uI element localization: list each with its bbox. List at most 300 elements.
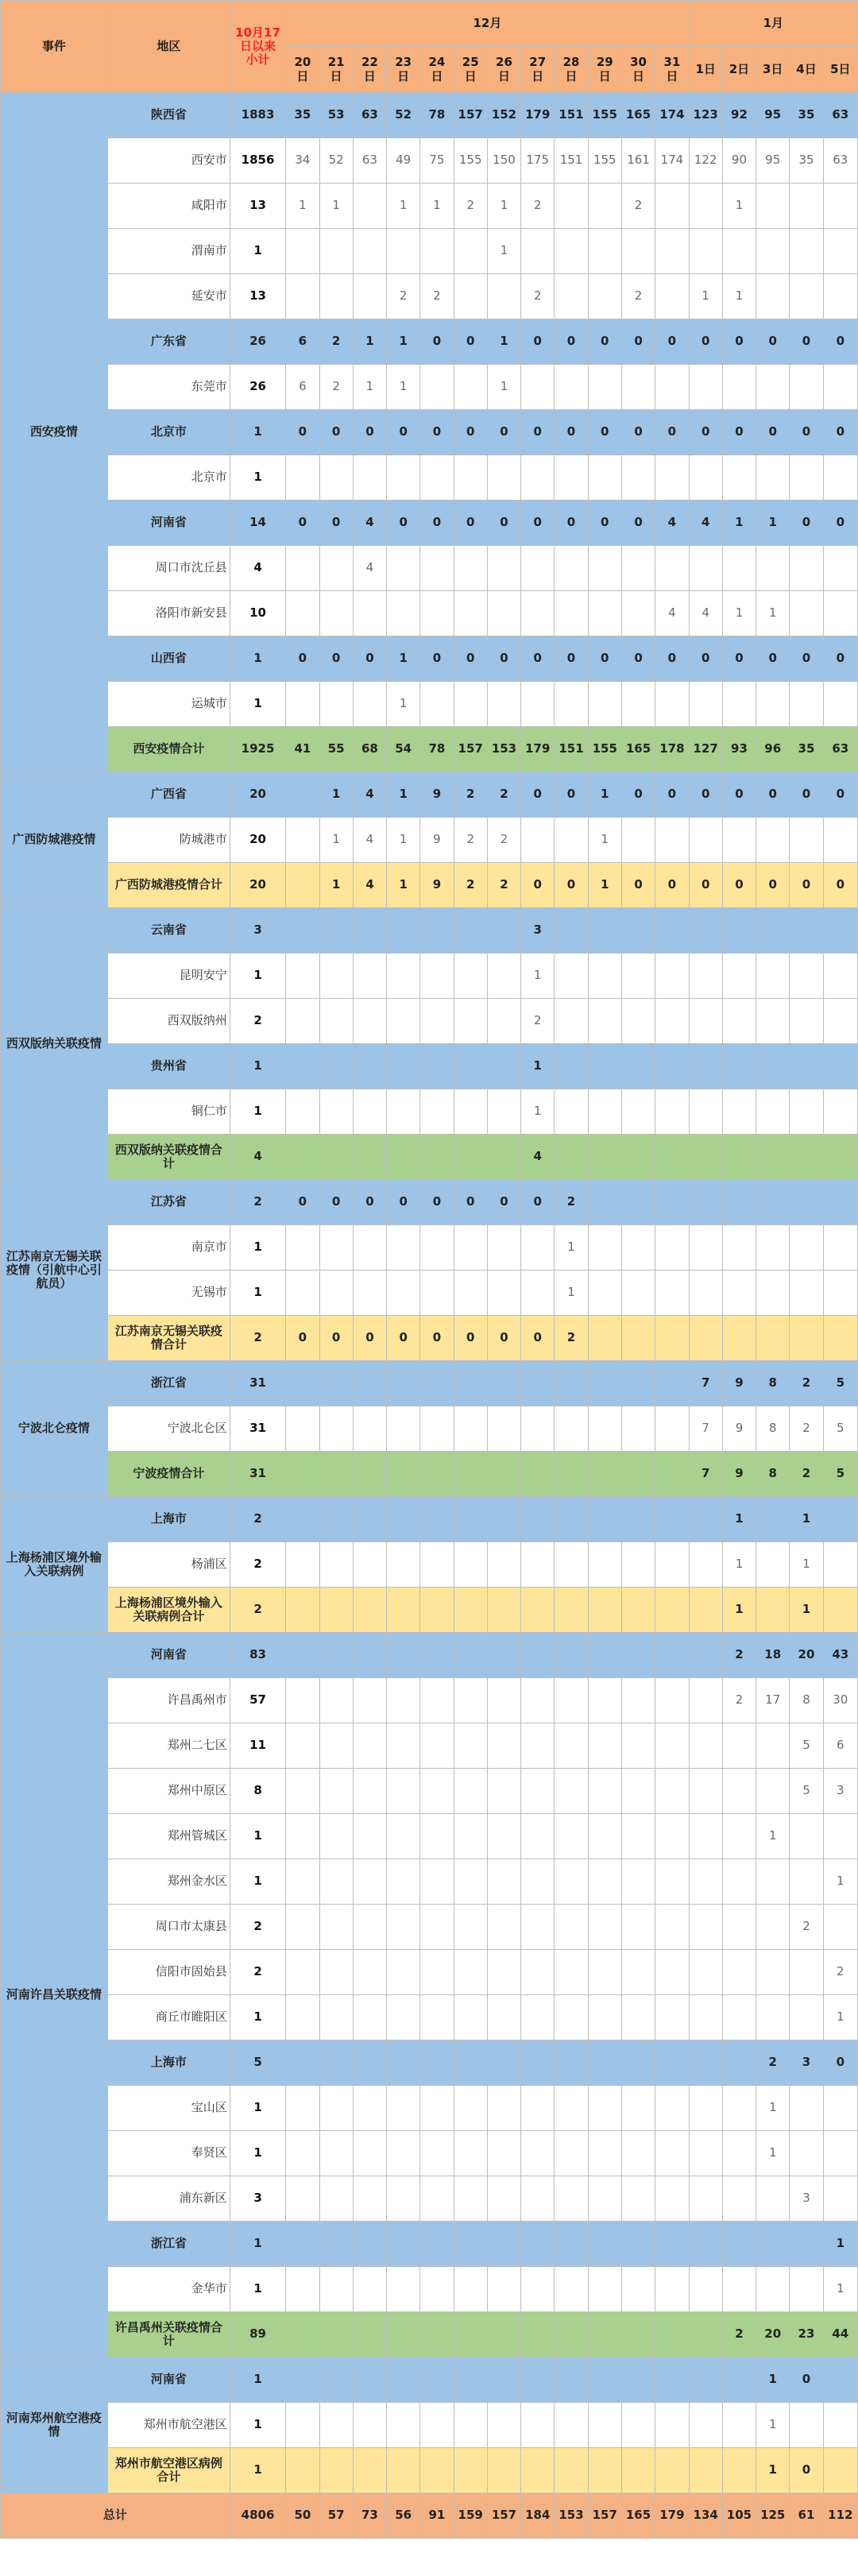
daily-value: 0 [454, 1180, 487, 1225]
daily-value [286, 2448, 319, 2493]
daily-value [319, 274, 353, 319]
daily-value [487, 1406, 520, 1452]
daily-value [823, 2357, 857, 2403]
province-row [1, 1180, 858, 1225]
daily-value [756, 1044, 790, 1089]
daily-value [286, 908, 319, 953]
daily-value [319, 1135, 353, 1180]
daily-value [387, 455, 420, 501]
daily-value [521, 2448, 555, 2493]
daily-value [790, 2222, 823, 2267]
daily-value [823, 2131, 857, 2176]
daily-value [555, 1406, 588, 1452]
region-name: 河南省 [107, 501, 230, 546]
daily-value: 0 [655, 772, 689, 818]
daily-value [353, 2040, 386, 2086]
daily-value [621, 1316, 655, 1361]
daily-value: 4 [689, 501, 722, 546]
daily-value: 0 [319, 1316, 353, 1361]
daily-value: 174 [655, 138, 689, 184]
daily-value [353, 1814, 386, 1859]
daily-value [353, 229, 386, 274]
daily-value [319, 953, 353, 999]
daily-value: 0 [454, 636, 487, 682]
daily-value [555, 365, 588, 410]
province-row [1, 772, 858, 818]
daily-value: 2 [621, 274, 655, 319]
daily-value [420, 1135, 454, 1180]
daily-value: 1 [790, 1497, 823, 1542]
daily-value [521, 1588, 555, 1633]
daily-value [689, 1905, 722, 1950]
daily-value [319, 1452, 353, 1497]
daily-value: 0 [689, 410, 722, 455]
daily-value [689, 2357, 722, 2403]
daily-value: 1 [387, 365, 420, 410]
subtotal-row [1, 2312, 858, 2357]
region-name: 宁波北仑区 [107, 1406, 230, 1452]
region-name: 山西省 [107, 636, 230, 682]
daily-value [655, 1316, 689, 1361]
daily-value [689, 1859, 722, 1905]
daily-value [621, 999, 655, 1044]
daily-value [756, 818, 790, 863]
daily-value [689, 2222, 722, 2267]
region-name: 延安市 [107, 274, 230, 319]
header-month-january: 1月 [689, 1, 857, 47]
region-name: 西双版纳州 [107, 999, 230, 1044]
daily-value [756, 1135, 790, 1180]
daily-value [823, 274, 857, 319]
daily-value [790, 1859, 823, 1905]
header-day: 28日 [555, 47, 588, 93]
daily-value [387, 2357, 420, 2403]
daily-value: 1 [722, 1588, 756, 1633]
daily-value [555, 1678, 588, 1723]
daily-value: 2 [790, 1905, 823, 1950]
daily-value [621, 1723, 655, 1769]
daily-value [487, 2131, 520, 2176]
daily-value: 30 [823, 1678, 857, 1723]
daily-value: 6 [286, 365, 319, 410]
daily-value [353, 2222, 386, 2267]
daily-value [689, 1769, 722, 1814]
daily-value [387, 1225, 420, 1271]
cumulative-value: 1 [230, 1089, 285, 1135]
daily-value [487, 1769, 520, 1814]
daily-value [756, 1859, 790, 1905]
daily-value: 1 [756, 591, 790, 636]
daily-value [655, 2222, 689, 2267]
daily-value [621, 591, 655, 636]
cumulative-value: 20 [230, 863, 285, 908]
daily-value [420, 1633, 454, 1678]
region-name: 咸阳市 [107, 184, 230, 229]
daily-value [420, 1723, 454, 1769]
cumulative-value: 3 [230, 908, 285, 953]
daily-value [286, 1905, 319, 1950]
daily-value [689, 1950, 722, 1995]
region-name: 南京市 [107, 1225, 230, 1271]
event-name: 上海杨浦区境外输入关联病例 [1, 1497, 108, 1633]
daily-value [420, 908, 454, 953]
daily-value [487, 2312, 520, 2357]
daily-value: 9 [722, 1452, 756, 1497]
daily-value [487, 1225, 520, 1271]
region-name: 上海市 [107, 2040, 230, 2086]
daily-value [588, 2267, 621, 2312]
daily-value [319, 1723, 353, 1769]
daily-value [588, 2131, 621, 2176]
region-name: 郑州中原区 [107, 1769, 230, 1814]
daily-value [588, 1633, 621, 1678]
daily-value [722, 229, 756, 274]
daily-value [487, 2176, 520, 2222]
daily-value: 1 [756, 1814, 790, 1859]
daily-value [756, 1316, 790, 1361]
daily-value [454, 274, 487, 319]
daily-value [387, 1678, 420, 1723]
daily-value: 0 [420, 636, 454, 682]
daily-value [722, 1995, 756, 2040]
daily-value [588, 1905, 621, 1950]
cumulative-value: 1925 [230, 727, 285, 772]
total-daily-value: 179 [655, 2493, 689, 2539]
province-row [1, 2222, 858, 2267]
cumulative-value: 1 [230, 2267, 285, 2312]
daily-value [588, 1225, 621, 1271]
daily-value [387, 1452, 420, 1497]
daily-value [319, 2267, 353, 2312]
daily-value [420, 2403, 454, 2448]
daily-value [319, 1588, 353, 1633]
daily-value [621, 1089, 655, 1135]
daily-value [722, 2086, 756, 2131]
daily-value: 0 [286, 410, 319, 455]
daily-value [487, 1044, 520, 1089]
cumulative-value: 14 [230, 501, 285, 546]
daily-value: 157 [454, 93, 487, 138]
daily-value: 0 [756, 410, 790, 455]
daily-value [555, 1361, 588, 1406]
daily-value [790, 184, 823, 229]
daily-value [420, 2086, 454, 2131]
daily-value [487, 1905, 520, 1950]
daily-value [722, 682, 756, 727]
daily-value [588, 1678, 621, 1723]
daily-value [621, 546, 655, 591]
daily-value [621, 2222, 655, 2267]
daily-value [555, 2131, 588, 2176]
daily-value: 2 [555, 1180, 588, 1225]
daily-value [722, 953, 756, 999]
daily-value [790, 591, 823, 636]
daily-value [319, 2176, 353, 2222]
daily-value: 1 [756, 2131, 790, 2176]
cumulative-value: 2 [230, 1905, 285, 1950]
daily-value: 90 [722, 138, 756, 184]
daily-value [722, 2403, 756, 2448]
region-name: 郑州管城区 [107, 1814, 230, 1859]
city-row [1, 2176, 858, 2222]
city-row [1, 546, 858, 591]
daily-value [420, 1361, 454, 1406]
total-daily-value: 153 [555, 2493, 588, 2539]
daily-value [655, 2448, 689, 2493]
daily-value [319, 1950, 353, 1995]
daily-value [286, 2267, 319, 2312]
cumulative-value: 1883 [230, 93, 285, 138]
daily-value: 1 [588, 818, 621, 863]
daily-value: 0 [353, 1180, 386, 1225]
daily-value [655, 274, 689, 319]
daily-value [454, 2086, 487, 2131]
daily-value: 2 [555, 1316, 588, 1361]
daily-value [454, 591, 487, 636]
daily-value: 63 [823, 93, 857, 138]
daily-value [722, 1950, 756, 1995]
daily-value [588, 1089, 621, 1135]
daily-value [588, 274, 621, 319]
daily-value [555, 2040, 588, 2086]
daily-value [621, 365, 655, 410]
daily-value [420, 953, 454, 999]
cumulative-value: 4 [230, 546, 285, 591]
daily-value [319, 1542, 353, 1588]
daily-value [790, 2403, 823, 2448]
daily-value: 0 [521, 1316, 555, 1361]
daily-value [555, 274, 588, 319]
daily-value [286, 1633, 319, 1678]
total-daily-value: 157 [487, 2493, 520, 2539]
daily-value [387, 953, 420, 999]
daily-value [722, 2040, 756, 2086]
daily-value [353, 1678, 386, 1723]
daily-value [521, 818, 555, 863]
daily-value: 0 [588, 636, 621, 682]
daily-value [790, 1044, 823, 1089]
daily-value [420, 455, 454, 501]
daily-value [420, 1995, 454, 2040]
daily-value [387, 1542, 420, 1588]
daily-value [756, 1225, 790, 1271]
daily-value [655, 1905, 689, 1950]
daily-value: 1 [319, 772, 353, 818]
daily-value: 4 [353, 818, 386, 863]
daily-value [353, 274, 386, 319]
cumulative-value: 31 [230, 1406, 285, 1452]
header-month-december: 12月 [286, 1, 689, 47]
daily-value [454, 546, 487, 591]
daily-value [621, 1271, 655, 1316]
city-row [1, 682, 858, 727]
total-daily-value: 157 [588, 2493, 621, 2539]
daily-value [487, 1633, 520, 1678]
daily-value [353, 1633, 386, 1678]
region-name: 洛阳市新安县 [107, 591, 230, 636]
daily-value [689, 365, 722, 410]
daily-value [387, 2448, 420, 2493]
daily-value: 78 [420, 93, 454, 138]
daily-value [621, 2267, 655, 2312]
daily-value [823, 908, 857, 953]
daily-value [387, 1769, 420, 1814]
daily-value [353, 999, 386, 1044]
daily-value [555, 455, 588, 501]
daily-value [286, 591, 319, 636]
daily-value [420, 1588, 454, 1633]
daily-value: 0 [387, 410, 420, 455]
event-name: 河南许昌关联疫情 [1, 1633, 108, 2357]
daily-value: 0 [454, 319, 487, 365]
daily-value: 0 [790, 636, 823, 682]
daily-value [621, 1769, 655, 1814]
daily-value [353, 1452, 386, 1497]
daily-value: 1 [387, 682, 420, 727]
daily-value [521, 229, 555, 274]
daily-value [353, 2086, 386, 2131]
daily-value: 0 [555, 319, 588, 365]
daily-value [655, 818, 689, 863]
daily-value [555, 1089, 588, 1135]
daily-value [420, 2040, 454, 2086]
daily-value: 0 [420, 410, 454, 455]
daily-value: 0 [319, 410, 353, 455]
daily-value [319, 1905, 353, 1950]
daily-value [790, 999, 823, 1044]
daily-value: 0 [756, 319, 790, 365]
daily-value: 0 [319, 1180, 353, 1225]
header-cumulative-line3: 小计 [245, 52, 270, 68]
cumulative-value: 1 [230, 953, 285, 999]
daily-value: 4 [521, 1135, 555, 1180]
header-day: 4日 [790, 47, 823, 93]
header-day: 2日 [722, 47, 756, 93]
daily-value [286, 2040, 319, 2086]
daily-value [353, 455, 386, 501]
daily-value [655, 1633, 689, 1678]
daily-value [588, 546, 621, 591]
daily-value [319, 1361, 353, 1406]
daily-value [588, 1950, 621, 1995]
daily-value [588, 1769, 621, 1814]
daily-value: 1 [353, 365, 386, 410]
cumulative-value: 2 [230, 1542, 285, 1588]
daily-value: 1 [790, 1542, 823, 1588]
region-name: 宁波疫情合计 [107, 1452, 230, 1497]
daily-value [286, 1588, 319, 1633]
region-name: 广西防城港疫情合计 [107, 863, 230, 908]
daily-value [588, 1859, 621, 1905]
daily-value [487, 1678, 520, 1723]
city-row [1, 2403, 858, 2448]
daily-value [454, 1859, 487, 1905]
city-row [1, 274, 858, 319]
daily-value [487, 591, 520, 636]
daily-value: 0 [286, 636, 319, 682]
daily-value [420, 1044, 454, 1089]
daily-value [689, 999, 722, 1044]
daily-value: 43 [823, 1633, 857, 1678]
region-name: 金华市 [107, 2267, 230, 2312]
cumulative-value: 1 [230, 1271, 285, 1316]
daily-value [319, 2403, 353, 2448]
daily-value: 5 [790, 1769, 823, 1814]
daily-value [521, 1678, 555, 1723]
daily-value [588, 184, 621, 229]
daily-value: 0 [454, 501, 487, 546]
daily-value [823, 953, 857, 999]
daily-value: 0 [420, 501, 454, 546]
daily-value: 34 [286, 138, 319, 184]
daily-value: 2 [521, 184, 555, 229]
daily-value [621, 1452, 655, 1497]
daily-value [823, 229, 857, 274]
daily-value: 1 [487, 319, 520, 365]
daily-value [588, 682, 621, 727]
daily-value [823, 1044, 857, 1089]
daily-value [655, 2267, 689, 2312]
daily-value [521, 2267, 555, 2312]
daily-value: 35 [790, 138, 823, 184]
daily-value [454, 1406, 487, 1452]
daily-value: 0 [387, 1180, 420, 1225]
city-row [1, 138, 858, 184]
daily-value [689, 2086, 722, 2131]
daily-value [621, 1361, 655, 1406]
region-name: 广西省 [107, 772, 230, 818]
daily-value: 0 [621, 410, 655, 455]
daily-value [387, 1588, 420, 1633]
daily-value [756, 1542, 790, 1588]
daily-value [756, 1089, 790, 1135]
daily-value [689, 818, 722, 863]
daily-value: 1 [521, 953, 555, 999]
daily-value [722, 1089, 756, 1135]
daily-value [454, 2267, 487, 2312]
daily-value: 175 [521, 138, 555, 184]
daily-value: 161 [621, 138, 655, 184]
daily-value [588, 908, 621, 953]
daily-value [286, 274, 319, 319]
daily-value: 0 [487, 410, 520, 455]
event-name: 宁波北仑疫情 [1, 1361, 108, 1497]
city-row [1, 1406, 858, 1452]
daily-value [319, 1089, 353, 1135]
daily-value [454, 1225, 487, 1271]
daily-value [487, 953, 520, 999]
daily-value [588, 2448, 621, 2493]
daily-value [790, 2086, 823, 2131]
daily-value [823, 365, 857, 410]
daily-value: 96 [756, 727, 790, 772]
daily-value [655, 908, 689, 953]
province-row [1, 2357, 858, 2403]
daily-value [286, 953, 319, 999]
daily-value [420, 1271, 454, 1316]
daily-value [790, 1089, 823, 1135]
daily-value: 150 [487, 138, 520, 184]
daily-value [722, 1723, 756, 1769]
daily-value [387, 1135, 420, 1180]
daily-value: 9 [722, 1361, 756, 1406]
daily-value [521, 2040, 555, 2086]
daily-value [756, 1723, 790, 1769]
daily-value: 55 [319, 727, 353, 772]
daily-value [655, 455, 689, 501]
cumulative-value: 89 [230, 2312, 285, 2357]
daily-value: 2 [621, 184, 655, 229]
